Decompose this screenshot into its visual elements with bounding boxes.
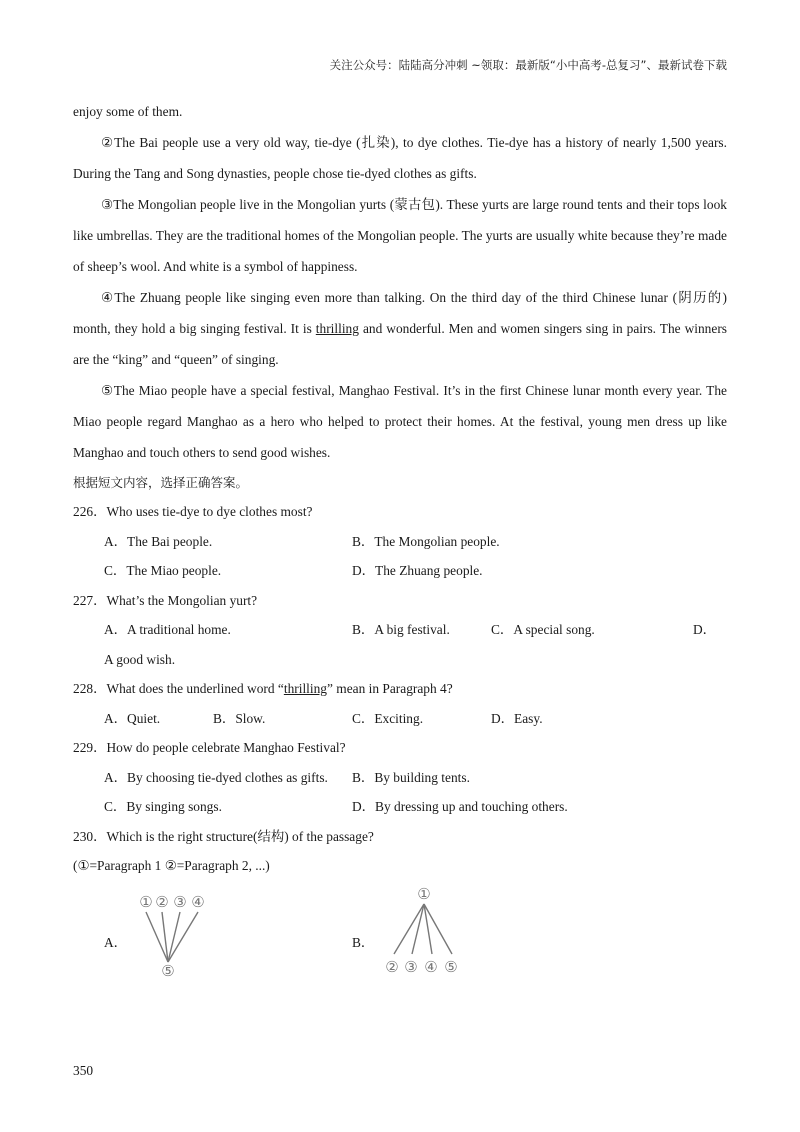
question-226-row-1 — [73, 527, 727, 557]
question-228-stem — [73, 674, 727, 704]
passage-paragraph-2: ②The Bai people use a very old way, tie-dye (扎染), to dye clothes. Tie-dye has a history of nearly 1,500 years. During the Tang and Song dynasties, people chose tie-dyed clothes as gifts. — [73, 135, 727, 181]
q228-stem-start: 228．What does the underlined word “ — [73, 681, 284, 696]
q229-option-b[interactable]: B．By building tents. — [352, 769, 470, 785]
question-228-row-1 — [73, 704, 727, 734]
q228-option-a[interactable]: A．Quiet. — [104, 710, 161, 726]
fig-a-node-1: ① — [139, 893, 153, 911]
page-number: 350 — [73, 1063, 94, 1078]
question-226-row-2 — [73, 556, 727, 586]
fig-a-node-2: ② — [155, 893, 169, 911]
page-content — [73, 96, 727, 881]
q226-option-c[interactable]: C．The Miao people. — [104, 563, 222, 578]
p4-text-end: and wonderful. Men and women singers sing in pairs. The winners are the “king” and “queen” of singing. — [73, 321, 727, 367]
fig-a-node-3: ③ — [173, 893, 187, 911]
q229-option-c[interactable]: C．By singing songs. — [104, 799, 222, 814]
p4-text-start: ④The Zhuang people like singing even more than talking. On the third day of the third Chinese lunar (阴历的) month, they hold a big singing festival. It is — [73, 290, 727, 336]
q228-stem-end: ” mean in Paragraph 4? — [327, 681, 453, 696]
q229-option-a[interactable]: A．By choosing tie-dyed clothes as gifts. — [104, 769, 328, 785]
fig-b-node-4: ④ — [424, 958, 438, 976]
passage-intro-tail: enjoy some of them. — [73, 104, 183, 119]
question-229-row-2 — [73, 792, 727, 822]
fig-a-node-5: ⑤ — [161, 962, 175, 980]
q230-option-a-label[interactable]: A． — [104, 935, 128, 950]
fig-b-node-2: ② — [385, 958, 399, 976]
fig-b-node-5: ⑤ — [444, 958, 458, 976]
q227-option-d-text[interactable]: A good wish. — [104, 651, 176, 667]
question-229-stem: 229．How do people celebrate Manghao Festival? — [73, 740, 346, 755]
fig-b-node-1: ① — [417, 885, 431, 903]
q226-option-a[interactable]: A．The Bai people. — [104, 533, 213, 549]
passage-paragraph-4 — [73, 282, 727, 375]
question-227-row-2 — [73, 645, 727, 675]
q228-option-c[interactable]: C．Exciting. — [352, 710, 424, 726]
fig-a-node-4: ④ — [191, 893, 205, 911]
question-230-stem: 230．Which is the right structure(结构) of the passage? — [73, 828, 374, 844]
q228-option-d[interactable]: D．Easy. — [491, 710, 543, 726]
question-229-row-1 — [73, 763, 727, 793]
passage-paragraph-5: ⑤The Miao people have a special festival, Manghao Festival. It’s in the first Chinese lunar month every year. The Miao people regard Manghao as a hero who helped to protect their homes. At the festival, young men dress up like Manghao and touch others to send good wishes. — [73, 383, 727, 460]
q227-option-c[interactable]: C．A special song. — [491, 622, 595, 637]
q229-option-d[interactable]: D．By dressing up and touching others. — [352, 799, 568, 814]
question-227-stem: 227．What’s the Mongolian yurt? — [73, 592, 258, 608]
fig-b-node-3: ③ — [404, 958, 418, 976]
q230-option-a-diagram[interactable] — [134, 890, 214, 982]
question-227-row-1 — [73, 615, 727, 645]
q227-option-a[interactable]: A．A traditional home. — [104, 622, 231, 637]
q226-option-d[interactable]: D．The Zhuang people. — [352, 563, 483, 578]
q227-option-d-label[interactable]: D． — [693, 622, 717, 637]
passage-paragraph-3: ③The Mongolian people live in the Mongolian yurts (蒙古包). These yurts are large round tents and their tops look like umbrellas. They are the traditional homes of the Mongolian people. The yurts are usually white because they’re made of sheep’s wool. And white is a symbol of happiness. — [73, 197, 727, 274]
q230-option-b-diagram[interactable] — [380, 882, 470, 980]
question-230-note: (①=Paragraph 1 ②=Paragraph 2, ...) — [73, 858, 270, 873]
question-226-stem: 226．Who uses tie-dye to dye clothes most? — [73, 504, 313, 519]
q228-underlined-word: thrilling — [283, 681, 327, 696]
page-header: 关注公众号：陆陆高分冲刺 ~领取：最新版“小中高考-总复习”、最新试卷下载 — [329, 58, 727, 72]
instruction: 根据短文内容，选择正确答案。 — [73, 475, 249, 490]
q226-option-b[interactable]: B．The Mongolian people. — [352, 533, 500, 549]
underlined-word-thrilling: thrilling — [315, 321, 359, 336]
q227-option-b[interactable]: B．A big festival. — [352, 622, 450, 637]
q228-option-b[interactable]: B．Slow. — [213, 710, 266, 726]
q230-option-b-label[interactable]: B． — [352, 935, 375, 950]
